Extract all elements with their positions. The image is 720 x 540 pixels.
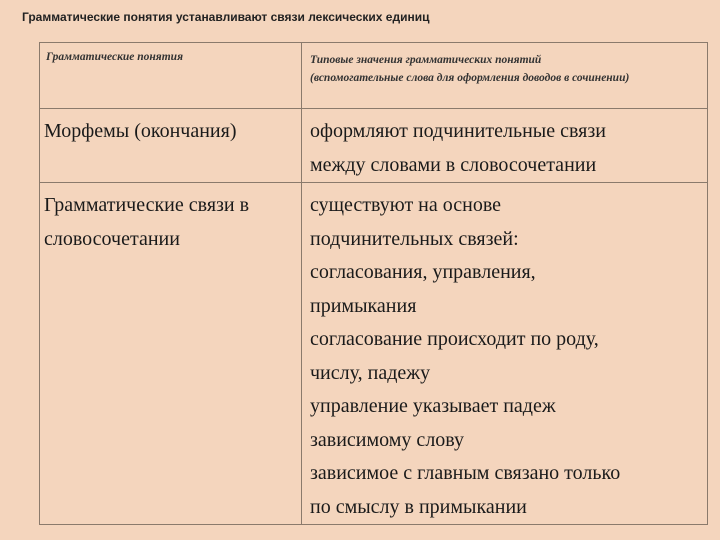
meaning-line: управление указывает падеж	[310, 395, 556, 417]
meaning-line: примыкания	[310, 294, 417, 317]
meaning-line: подчинительных связей:	[310, 227, 519, 250]
header-meanings-note: (вспомогательные слова для оформления доводов в сочинении)	[310, 72, 630, 84]
concept-line: словосочетании	[44, 227, 180, 250]
cell-morphemes-meaning	[302, 109, 708, 183]
table-row-morphemes	[40, 109, 708, 183]
meaning-line: по смыслу в примыкании	[310, 495, 527, 518]
meaning-line: согласование происходит по роду,	[310, 328, 599, 350]
header-meanings-label: Типовые значения грамматических понятий	[310, 54, 542, 66]
table-header-row	[40, 43, 708, 109]
slide-title: Грамматические понятия устанавливают связи лексических единиц	[22, 10, 430, 24]
cell-morphemes-concept	[40, 109, 302, 183]
meaning-line: зависимому слову	[310, 428, 465, 451]
meaning-line: зависимое с главным связано только	[310, 462, 621, 484]
cell-links-meaning	[302, 183, 708, 525]
grammar-table	[39, 42, 708, 525]
meaning-line: согласования, управления,	[310, 261, 536, 283]
meaning-line: существуют на основе	[310, 194, 502, 216]
concept-line: Грамматические связи в	[44, 194, 250, 216]
header-cell-meanings	[302, 43, 708, 109]
cell-links-concept	[40, 183, 302, 525]
header-concepts-label: Грамматические понятия	[46, 51, 183, 63]
concept-line: Морфемы (окончания)	[44, 120, 237, 142]
meaning-line: оформляют подчинительные связи	[310, 120, 606, 142]
table-row-grammatical-links	[40, 183, 708, 525]
header-cell-concepts	[40, 43, 302, 109]
meaning-line: между словами в словосочетании	[310, 153, 597, 176]
meaning-line: числу, падежу	[310, 361, 431, 384]
